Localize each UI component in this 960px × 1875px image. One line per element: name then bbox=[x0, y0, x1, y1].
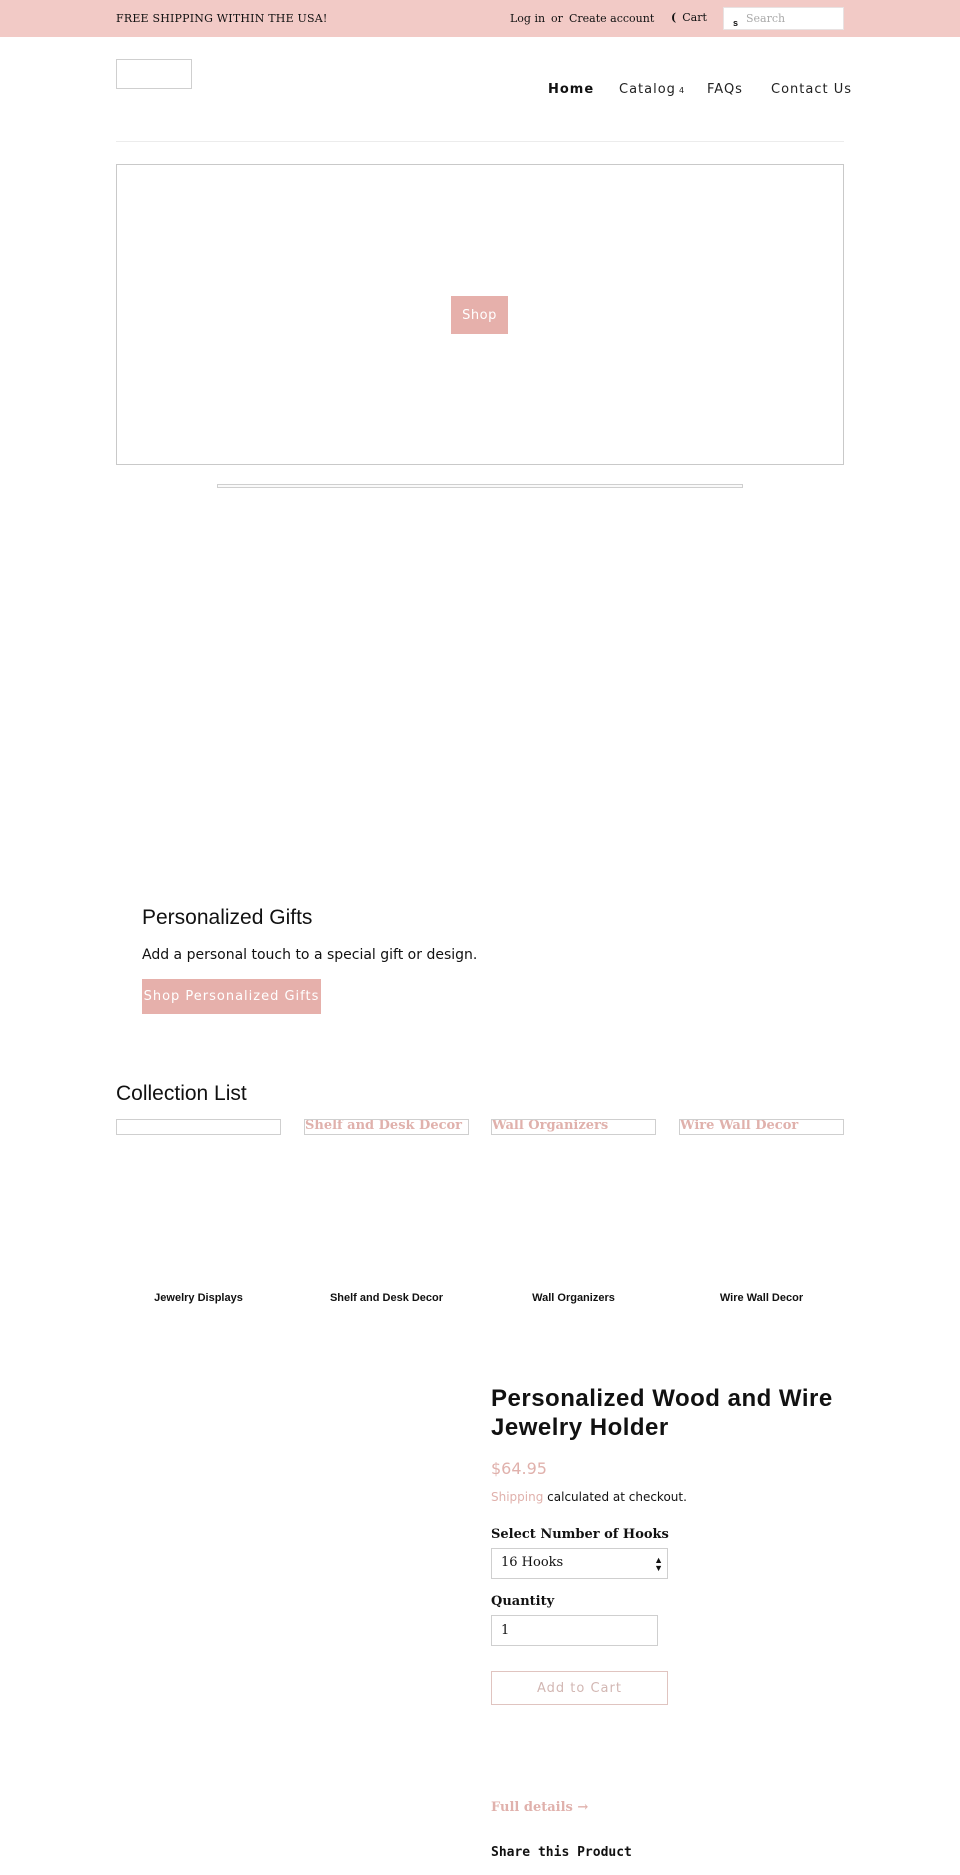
shipping-link[interactable]: Shipping bbox=[491, 1490, 544, 1504]
share-heading: Share this Product bbox=[491, 1845, 632, 1860]
nav-faqs[interactable]: FAQs bbox=[707, 82, 743, 97]
quantity-input[interactable] bbox=[491, 1615, 658, 1646]
search-box[interactable] bbox=[723, 7, 844, 30]
nav-catalog-label: Catalog bbox=[619, 82, 676, 97]
search-icon[interactable]: s bbox=[733, 18, 739, 28]
chevron-down-icon: 4 bbox=[678, 86, 686, 95]
collection-link-shelf-and-desk-decor[interactable]: Shelf and Desk Decor bbox=[329, 1292, 444, 1304]
shipping-note bbox=[491, 1490, 687, 1504]
cart-label: Cart bbox=[682, 11, 707, 24]
announcement-bar bbox=[0, 0, 960, 37]
shipping-text: calculated at checkout. bbox=[543, 1490, 687, 1504]
product-title: Personalized Wood and Wire Jewelry Holder bbox=[491, 1385, 833, 1441]
collection-link-wire-wall-decor[interactable]: Wire Wall Decor bbox=[719, 1292, 804, 1304]
cart-link[interactable] bbox=[671, 11, 707, 24]
hooks-option-label: Select Number of Hooks bbox=[491, 1527, 669, 1542]
search-input[interactable] bbox=[746, 9, 841, 28]
hooks-select[interactable] bbox=[491, 1548, 668, 1579]
collection-image-wall-organizers[interactable]: Wall Organizers bbox=[491, 1119, 656, 1135]
add-to-cart-button[interactable]: Add to Cart bbox=[491, 1671, 668, 1705]
collection-list-title: Collection List bbox=[116, 1082, 247, 1105]
nav-catalog[interactable] bbox=[619, 82, 685, 97]
create-account-link[interactable]: Create account bbox=[569, 12, 655, 25]
personalized-gifts-title: Personalized Gifts bbox=[142, 906, 313, 929]
collection-image-jewelry-displays[interactable] bbox=[116, 1119, 281, 1135]
nav-home[interactable]: Home bbox=[548, 82, 595, 97]
collection-link-jewelry-displays[interactable]: Jewelry Displays bbox=[154, 1292, 243, 1304]
cart-icon: ( bbox=[671, 11, 677, 24]
collection-image-shelf-and-desk-decor[interactable]: Shelf and Desk Decor bbox=[304, 1119, 469, 1135]
header-divider bbox=[116, 141, 844, 142]
collection-image-wire-wall-decor[interactable]: Wire Wall Decor bbox=[679, 1119, 844, 1135]
site-logo[interactable] bbox=[116, 59, 192, 89]
login-link[interactable]: Log in bbox=[510, 12, 546, 25]
slideshow-scrollbar[interactable] bbox=[217, 484, 743, 488]
product-price: $64.95 bbox=[491, 1459, 547, 1478]
collection-link-wall-organizers[interactable]: Wall Organizers bbox=[532, 1292, 615, 1304]
nav-contact-us[interactable]: Contact Us bbox=[771, 82, 852, 97]
quantity-label: Quantity bbox=[491, 1594, 555, 1609]
hero-shop-button[interactable]: Shop bbox=[451, 296, 508, 334]
or-separator: or bbox=[551, 12, 563, 25]
personalized-gifts-text: Add a personal touch to a special gift or design. bbox=[142, 947, 478, 963]
select-arrows-icon: ▲ ▼ bbox=[654, 1555, 663, 1573]
shop-personalized-gifts-button[interactable]: Shop Personalized Gifts bbox=[142, 979, 321, 1014]
announcement-text: FREE SHIPPING WITHIN THE USA! bbox=[116, 12, 328, 25]
full-details-link[interactable]: Full details → bbox=[491, 1800, 589, 1815]
hooks-select-value: 16 Hooks bbox=[501, 1555, 564, 1570]
